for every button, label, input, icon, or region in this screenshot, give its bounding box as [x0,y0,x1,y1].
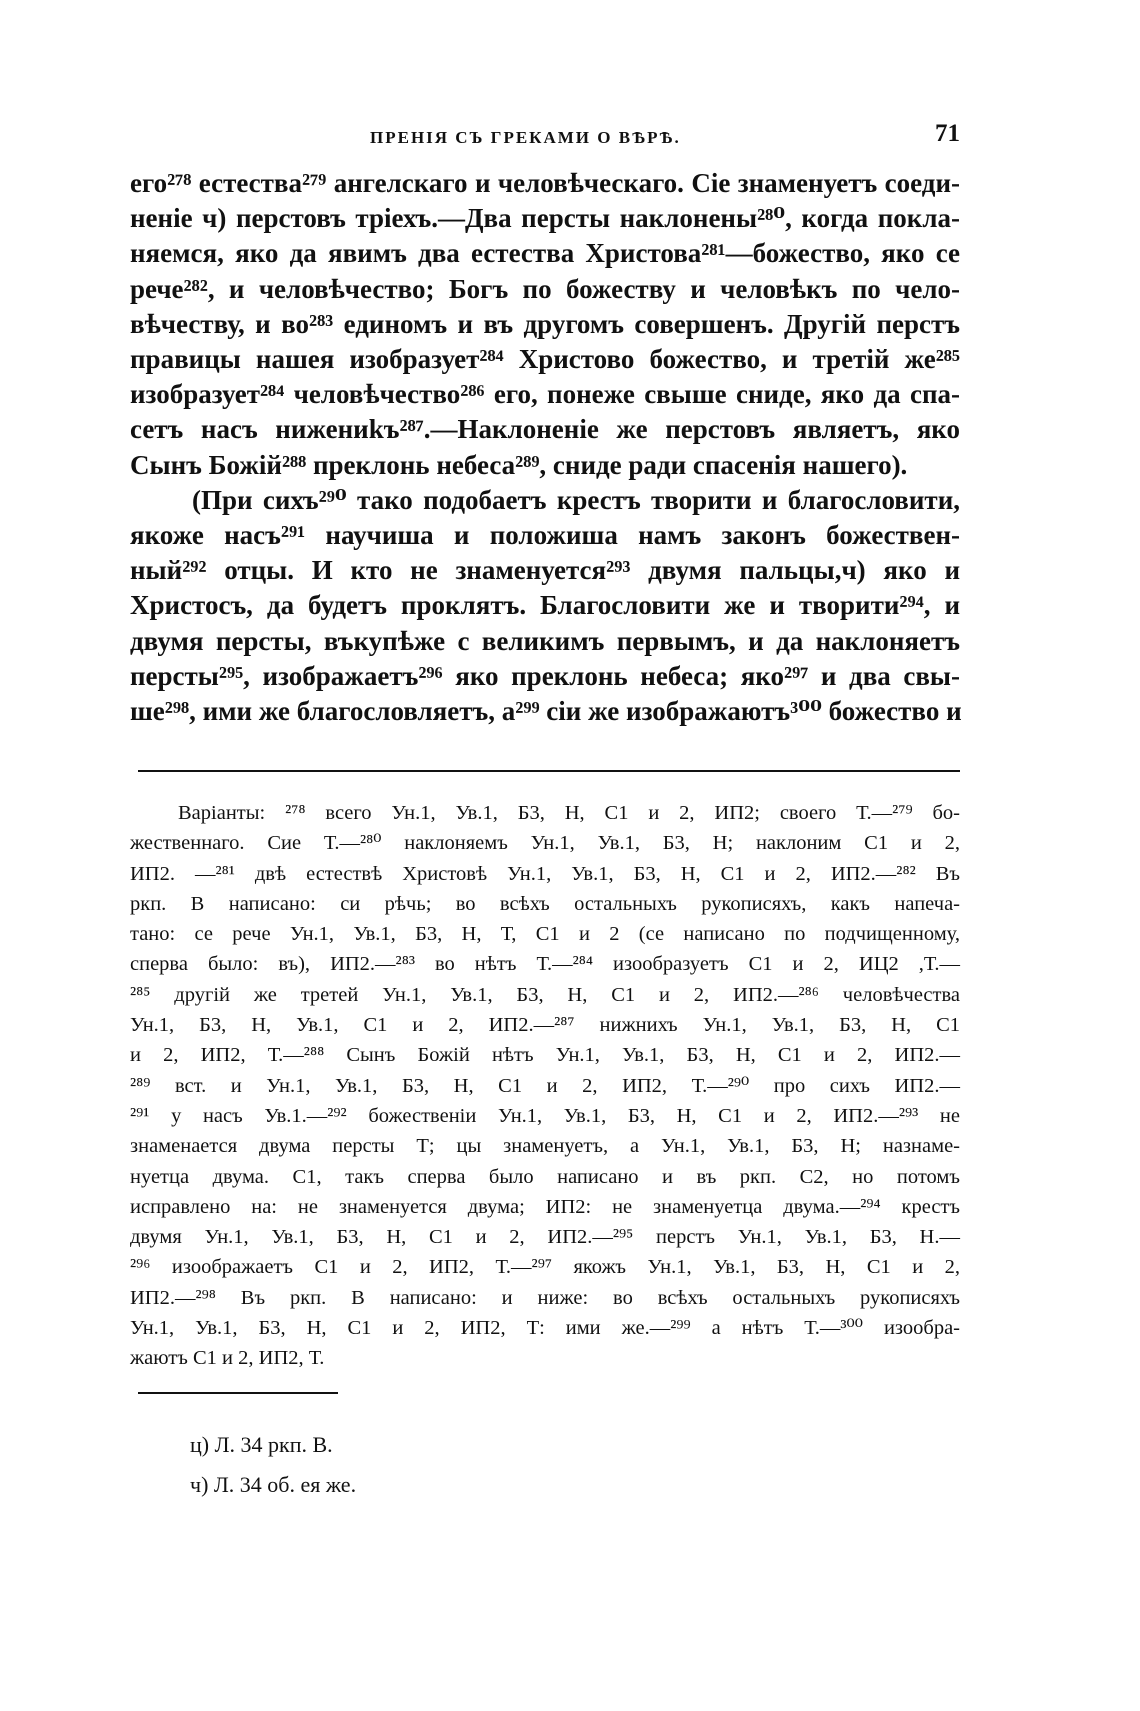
variant-line: знаменается двума персты Т; цы знаменуетъ, а Ун.1, Ув.1, Б3, Н; назнаме- [130,1135,960,1158]
variant-line: ²⁹⁶ изоображаетъ С1 и 2, ИП2, Т.—²⁹⁷ якожъ Ун.1, Ув.1, Б3, Н, С1 и 2, [130,1256,960,1279]
footnote: ч) Л. 34 об. ея же. [190,1472,357,1497]
variants-apparatus [130,798,960,1374]
variant-line: ИП2. —²⁸¹ двѣ естествѣ Христовѣ Ун.1, Ув.1, Б3, Н, С1 и 2, ИП2.—²⁸² Въ [130,862,960,885]
variant-line: ркп. В написано: си рѣчь; во всѣхъ остальныхъ рукописяхъ, какъ напеча- [130,892,960,915]
variant-line: нуетца двума. С1, такъ сперва было написано и въ ркп. С2, но потомъ [130,1165,960,1188]
text-line: Христосъ, да будетъ проклятъ. Благословити же и творити²⁹⁴, и [130,590,960,621]
text-line: персты²⁹⁵, изображаетъ²⁹⁶ яко преклонь небеса; яко²⁹⁷ и два свы- [130,660,960,691]
footnote-rule [138,1392,338,1394]
text-line: его²⁷⁸ естества²⁷⁹ ангелскаго и человѣческаго. Сіе знаменуетъ соеди- [130,168,960,198]
variant-line: исправлено на: не знаменуется двума; ИП2: не знаменуетца двума.—²⁹⁴ крестъ [130,1195,960,1218]
page-number: 71 [935,120,960,147]
text-line: изобразует²⁸⁴ человѣчество²⁸⁶ его, понеже свыше сниде, яко да спа- [130,379,960,410]
running-title: ПРЕНІЯ СЪ ГРЕКАМИ О ВѢРѢ. [370,128,681,147]
footnote: ц) Л. 34 ркп. В. [190,1432,333,1457]
page-header [130,118,960,158]
text-line: (При сихъ²⁹⁰ тако подобаетъ крестъ творити и благословити, [192,484,960,515]
variant-line: Ун.1, Ув.1, Б3, Н, С1 и 2, ИП2, Т: ими же.—²⁹⁹ а нѣтъ Т.—³⁰⁰ изообра- [130,1317,960,1340]
footnotes [190,1425,356,1505]
variant-line: ИП2.—²⁹⁸ Въ ркп. В написано: и ниже: во всѣхъ остальныхъ рукописяхъ [130,1286,960,1309]
variant-line: жаютъ С1 и 2, ИП2, Т. [130,1347,325,1370]
text-line: рече²⁸², и человѣчество; Богъ по божеству и человѣкъ по чело- [130,273,960,304]
paragraph-2 [130,483,960,729]
variant-line: сперва было: въ), ИП2.—²⁸³ во нѣтъ Т.—²⁸⁴ изообразуетъ С1 и 2, ИЦ2 ,Т.— [130,953,960,976]
text-line: няемся, яко да явимъ два естества Христова²⁸¹—божество, яко се [130,238,960,269]
text-line: неніе ч) перстовъ тріехъ.—Два персты наклонены²⁸⁰, когда покла- [130,203,960,234]
variant-line: тано: се рече Ун.1, Ув.1, Б3, Н, Т, С1 и 2 (се написано по подчищенному, [130,923,960,946]
variant-line: жественнаго. Сие Т.—²⁸⁰ наклоняемъ Ун.1, Ув.1, Б3, Н; наклоним С1 и 2, [130,832,960,855]
variant-line: двумя Ун.1, Ув.1, Б3, Н, С1 и 2, ИП2.—²⁹⁵ перстъ Ун.1, Ув.1, Б3, Н.— [130,1226,960,1249]
text-line: ше²⁹⁸, ими же благословляетъ, а²⁹⁹ сіи же изображаютъ³⁰⁰ божество и [130,696,962,727]
variant-line: Варіанты: ²⁷⁸ всего Ун.1, Ув.1, Б3, Н, С1 и 2, ИП2; своего Т.—²⁷⁹ бо- [178,802,960,824]
main-text [130,166,960,729]
separator-rule [138,770,960,772]
variant-line: ²⁹¹ у насъ Ув.1.—²⁹² божественіи Ун.1, Ув.1, Б3, Н, С1 и 2, ИП2.—²⁹³ не [130,1104,960,1127]
variant-line: и 2, ИП2, Т.—²⁸⁸ Сынъ Божій нѣтъ Ун.1, Ув.1, Б3, Н, С1 и 2, ИП2.— [130,1044,960,1067]
text-line: двумя персты, въкупѣже с великимъ первымъ, и да наклоняетъ [130,625,960,656]
text-line: Сынъ Божій²⁸⁸ преклонь небеса²⁸⁹, сниде ради спасенія нашего). [130,449,908,480]
variant-line: Ун.1, Б3, Н, Ув.1, С1 и 2, ИП2.—²⁸⁷ нижнихъ Ун.1, Ув.1, Б3, Н, С1 [130,1014,960,1037]
text-line: вѣчеству, и во²⁸³ единомъ и въ другомъ совершенъ. Другій перстъ [130,308,960,339]
variant-line: ²⁸⁹ вст. и Ун.1, Ув.1, Б3, Н, С1 и 2, ИП2, Т.—²⁹⁰ про сихъ ИП2.— [130,1074,960,1097]
text-line: ный²⁹² отцы. И кто не знаменуется²⁹³ двумя пальцы,ч) яко и [130,555,960,586]
text-line: правицы нашея изобразует²⁸⁴ Христово божество, и третій же²⁸⁵ [130,344,960,375]
variant-line: ²⁸⁵ другій же третей Ун.1, Ув.1, Б3, Н, С1 и 2, ИП2.—²⁸⁶ человѣчества [130,983,960,1006]
text-line: сетъ насъ нижениkъ²⁸⁷.—Наклоненіе же перстовъ являетъ, яко [130,414,960,445]
text-line: якоже насъ²⁹¹ научиша и положиша намъ законъ божествен- [130,520,960,551]
paragraph-1 [130,166,960,483]
